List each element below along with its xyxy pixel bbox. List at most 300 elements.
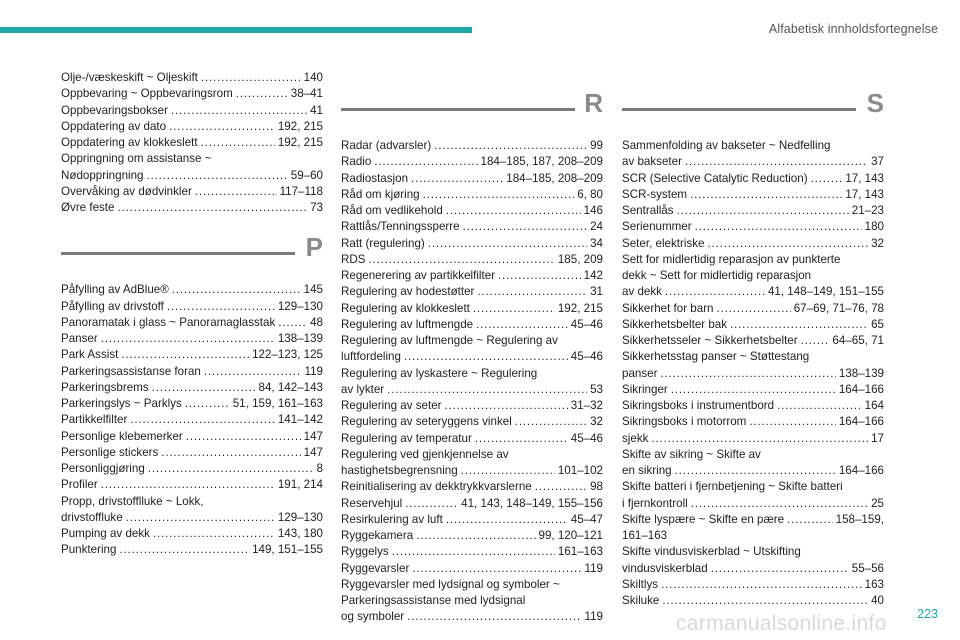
index-entry[interactable] [341,187,603,203]
index-entry[interactable] [622,349,884,382]
index-entry[interactable] [622,138,884,171]
index-entry[interactable] [61,380,323,396]
entry-pages: 140 [303,71,323,84]
entry-term: SCR (Selective Catalytic Reduction) [622,171,808,185]
index-entry[interactable] [61,412,323,428]
index-entry-line [341,544,603,560]
index-entry[interactable] [61,494,323,527]
dot-leader [717,301,791,317]
index-entry[interactable] [622,301,884,317]
index-entry[interactable] [61,103,323,119]
entry-pages: 138–139 [838,366,884,380]
index-entry-line [622,414,884,430]
entry-term: Panser [61,332,98,345]
dot-leader [374,154,477,170]
dot-leader [428,236,587,252]
index-entry[interactable] [622,203,884,219]
index-entry[interactable] [61,461,323,477]
entry-pages: 24 [590,220,603,234]
entry-term: Partikkelfilter [61,413,128,427]
index-entry-line [622,479,884,495]
dot-leader [445,398,568,414]
entry-term: Personliggjøring [61,462,145,475]
index-entry-line [341,561,603,577]
index-entry-line [341,479,603,495]
dot-leader [535,479,587,495]
dot-leader [660,366,835,382]
entry-pages: 119 [304,364,323,378]
index-column-1 [61,70,323,559]
entry-term: Skifte batteri i fjernbetjening ~ Skifte batteri [622,480,843,494]
dot-leader [777,398,862,414]
entry-pages: 129–130 [277,299,323,313]
index-entry-line [341,349,603,365]
entry-pages: 192, 215 [277,136,323,149]
index-entry-line [622,512,884,528]
entry-term: sjekk [622,431,649,445]
dot-leader [172,282,301,298]
entry-term: en sikring [622,464,672,477]
index-entry[interactable] [61,331,323,347]
index-entry-line [61,477,323,493]
dot-leader [661,577,862,593]
entry-term: luftfordeling [341,350,401,364]
index-entry[interactable] [622,187,884,203]
index-entry[interactable] [622,512,884,545]
index-entry[interactable] [341,268,603,284]
index-entry[interactable] [622,414,884,430]
entry-pages: 21–23 [851,204,884,217]
index-entry[interactable] [622,479,884,512]
entry-term: Panoramatak i glass ~ Panoramaglasstak [61,315,276,329]
index-entry-line [622,366,884,382]
entry-term: Ratt (regulering) [341,236,425,250]
entry-pages: 99, 120–121 [538,529,603,542]
index-entry-line [61,184,323,200]
index-entry-line [341,609,603,625]
section-letter: R [584,88,603,118]
index-entry-line [341,431,603,447]
dot-leader [695,219,862,235]
entry-pages: 41, 143, 148–149, 155–156 [461,496,603,510]
entry-pages: 184–185, 187, 208–209 [480,155,603,169]
index-entry-line [622,593,884,609]
entry-term: Ryggelys [341,545,389,559]
index-entry-line [622,398,884,414]
index-entry[interactable] [341,236,603,252]
index-entry[interactable] [341,512,603,528]
index-entry[interactable] [61,184,323,200]
index-entry[interactable] [341,252,603,268]
index-entry-line [341,593,603,609]
index-entry-line [61,396,323,412]
index-entry-line [622,171,884,187]
index-entry-line [61,299,323,315]
index-entry-line [341,463,603,479]
index-entry[interactable] [341,366,603,399]
entry-term: Radio [341,155,372,169]
dot-leader [169,119,275,135]
index-entry[interactable] [341,431,603,447]
entry-pages: 31 [590,285,603,299]
index-entry[interactable] [341,561,603,577]
index-entry-line [341,447,603,463]
page-number: 223 [917,607,938,621]
index-entry[interactable] [341,317,603,333]
dot-leader [186,429,301,445]
index-entry-line [61,380,323,396]
entry-term: Sikkerhet for barn [622,301,714,315]
entry-term: panser [622,366,658,380]
index-entry[interactable] [622,577,884,593]
dot-leader [101,331,275,347]
dot-leader [423,187,575,203]
index-entry[interactable] [61,282,323,298]
index-entry-line [61,103,323,119]
index-entry-line [61,510,323,526]
entry-term: 161–163 [622,529,668,542]
index-column-3 [622,88,884,609]
index-entry-line [622,382,884,398]
index-entry-line [61,86,323,102]
index-entry-line [622,187,884,203]
entry-term: av lykter [341,382,385,396]
entry-term: Skifte vindusviskerblad ~ Utskifting [622,545,801,559]
index-entry-line [341,154,603,170]
entry-pages: 6, 80 [577,187,603,201]
section-rule [61,252,295,255]
entry-term: Overvåking av dødvinkler [61,184,192,198]
index-entry-line [622,268,884,284]
dot-leader [126,510,275,526]
index-entry[interactable] [61,364,323,380]
index-entry-line [622,154,884,170]
entry-term: Seter, elektriske [622,236,705,250]
section-letter: P [305,232,323,263]
index-entry-line [341,171,603,187]
entry-pages: 32 [590,415,603,429]
entry-term: Oppringning om assistanse ~ [61,152,212,166]
index-entry[interactable] [622,317,884,333]
dot-leader [119,542,249,558]
index-entry[interactable] [61,396,323,412]
dot-leader [473,301,555,317]
entry-pages: 25 [871,496,884,510]
index-entry[interactable] [341,138,603,154]
entry-term: hastighetsbegrensning [341,464,458,477]
entry-pages: 73 [310,201,323,214]
entry-pages: 64–65, 71 [832,334,884,347]
entry-term: Påfylling av drivstoff [61,299,164,313]
dot-leader [407,609,581,625]
entry-pages: 184–185, 208–209 [506,171,603,185]
index-entry[interactable] [61,200,323,216]
index-entry-line [622,301,884,317]
index-entry-line [341,301,603,317]
entry-pages: 67–69, 71–76, 78 [793,301,884,315]
index-entry-line [622,528,884,544]
index-entry[interactable] [61,477,323,493]
entry-pages: 138–139 [277,332,323,345]
dot-leader [404,349,568,365]
entry-pages: 164 [864,399,884,412]
index-entry[interactable] [341,577,603,626]
entry-term: av bakseter [622,155,682,169]
index-entry[interactable] [61,70,323,86]
index-entry[interactable] [61,299,323,315]
index-entry[interactable] [622,447,884,480]
dot-leader [677,203,849,219]
entry-term: Råd om vedlikehold [341,204,443,217]
index-entry-line [61,151,323,167]
dot-leader [368,252,554,268]
dot-leader [121,347,249,363]
entry-pages: 192, 215 [557,301,603,315]
entry-term: Skiltlys [622,577,659,591]
index-entry[interactable] [341,284,603,300]
index-entry-line [622,333,884,349]
dot-leader [749,414,836,430]
entry-term: Oppbevaringsbokser [61,103,168,117]
index-entry[interactable] [622,171,884,187]
index-entry-line [61,135,323,151]
index-entry-line [341,528,603,544]
index-entry-line [622,252,884,268]
entry-term: Skifte lyspære ~ Skifte en pære [622,512,785,526]
entry-pages: 51, 159, 161–163 [232,397,323,410]
index-entry[interactable] [61,429,323,445]
index-entry[interactable] [341,398,603,414]
index-entry[interactable] [622,431,884,447]
index-entry-line [341,219,603,235]
entry-pages: 147 [303,445,323,459]
entry-term: Regulering ved gjenkjennelse av [341,447,509,461]
index-entry-line [341,236,603,252]
index-entry-line [341,333,603,349]
dot-leader [787,512,833,528]
index-entry-line [61,412,323,428]
entry-pages: 41 [310,103,323,117]
index-entry[interactable] [341,496,603,512]
index-entry-line [622,349,884,365]
page-header-title: Alfabetisk innholdsfortegnelse [768,22,938,36]
entry-pages: 45–46 [570,317,603,331]
index-column-2 [341,88,603,626]
index-entry[interactable] [61,526,323,542]
dot-leader [236,86,288,102]
entry-pages: 192, 215 [277,119,323,133]
entry-term: Ryggevarsler [341,561,410,575]
index-entry-line [341,414,603,430]
watermark: carmanualsonline.info [676,612,887,635]
index-entry-line [622,317,884,333]
index-entry[interactable] [61,119,323,135]
entry-pages: 119 [584,561,603,575]
dot-leader [416,528,535,544]
index-entry[interactable] [61,315,323,331]
index-entry-line [622,203,884,219]
index-entry-line [61,119,323,135]
entry-term: Regulering av luftmengde [341,317,474,331]
entry-term: RDS [341,252,366,266]
entry-term: Sentrallås [622,204,674,217]
index-entry-line [61,429,323,445]
dot-leader [412,561,581,577]
entry-term: Parkeringslys ~ Parklys [61,397,182,410]
section-rule [622,108,856,111]
entry-term: Oppbevaring ~ Oppbevaringsrom [61,87,233,101]
index-entry-line [61,200,323,216]
index-entry[interactable] [61,135,323,151]
entry-term: Profiler [61,478,98,492]
dot-leader [387,382,587,398]
index-entry-line [622,447,884,463]
index-entry-line [341,317,603,333]
index-entry-line [341,398,603,414]
dot-leader [707,236,868,252]
dot-leader [185,396,230,412]
index-entry-line [622,544,884,560]
entry-term: Sikringer [622,382,668,396]
index-entry[interactable] [341,447,603,480]
dot-leader [195,184,277,200]
entry-term: Resirkulering av luft [341,512,443,526]
dot-leader [515,414,587,430]
index-entry-line [61,315,323,331]
entry-pages: 180 [864,220,884,234]
header-accent-bar [0,27,472,33]
index-entry[interactable] [61,542,323,558]
dot-leader [651,431,868,447]
dot-leader [201,135,275,151]
dot-leader [446,512,568,528]
entry-pages: 191, 214 [277,478,323,492]
entry-term: Sikkerhetsstag panser ~ Støttestang [622,350,810,364]
dot-leader [665,284,765,300]
entry-term: vindusviskerblad [622,561,708,575]
index-entry-line [622,561,884,577]
entry-pages: 164–166 [838,415,884,429]
entry-term: Serienummer [622,220,692,234]
entry-term: Regulering av luftmengde ~ Regulering av [341,334,558,347]
index-entry[interactable] [341,544,603,560]
dot-leader [167,299,275,315]
index-entry[interactable] [341,333,603,366]
dot-leader [148,461,314,477]
entry-term: drivstoffluke [61,510,123,524]
dot-leader [147,168,288,184]
index-entry-line [341,268,603,284]
index-entry-line [341,366,603,382]
index-entry-line [61,364,323,380]
index-entry-line [61,494,323,510]
index-entry[interactable] [622,333,884,349]
index-entry-line [61,282,323,298]
entry-term: Radar (advarsler) [341,139,432,152]
entry-pages: 142 [583,269,603,282]
index-entry-line [61,445,323,461]
dot-leader [671,382,836,398]
index-entry[interactable] [61,86,323,102]
index-entry-line [341,284,603,300]
index-entry-line [341,512,603,528]
index-entry[interactable] [341,479,603,495]
entry-pages: 143, 180 [277,527,323,540]
index-entry[interactable] [341,219,603,235]
entry-pages: 101–102 [557,464,603,477]
index-entry[interactable] [622,382,884,398]
entry-pages: 41, 148–149, 151–155 [767,285,884,299]
dot-leader [811,171,843,187]
entry-pages: 99 [590,139,603,152]
index-entry[interactable] [341,301,603,317]
index-entry[interactable] [341,414,603,430]
entry-term: Nødoppringning [61,168,144,182]
dot-leader [730,317,868,333]
index-entry-line [61,331,323,347]
entry-term: Øvre feste [61,201,115,214]
index-entry-line [622,284,884,300]
entry-pages: 59–60 [290,168,323,182]
index-entry-line [622,219,884,235]
index-entry-line [61,168,323,184]
entry-pages: 185, 209 [557,252,603,266]
entry-term: Propp, drivstofflluke ~ Lokk, [61,494,204,508]
entry-term: Sikkerhetsbelter bak [622,317,728,331]
entry-pages: 32 [871,236,884,250]
dot-leader [691,496,868,512]
entry-pages: 37 [871,155,884,169]
index-entry[interactable] [341,203,603,219]
entry-term: Parkeringsassistanse med lydsignal [341,594,526,607]
index-entry[interactable] [622,236,884,252]
index-entry-line [61,526,323,542]
index-entry-line [61,347,323,363]
index-entry[interactable] [622,593,884,609]
dot-leader [446,203,581,219]
entry-term: Oppdatering av dato [61,119,167,133]
dot-leader [201,70,301,86]
index-entry[interactable] [341,171,603,187]
entry-term: Regenerering av partikkelfilter [341,269,496,282]
entry-term: Personlige stickers [61,445,159,459]
index-entry[interactable] [61,151,323,184]
index-entry[interactable] [341,154,603,170]
index-entry[interactable] [61,445,323,461]
index-entry[interactable] [61,347,323,363]
section-heading-p [61,232,323,276]
section-heading-s [622,88,884,132]
entry-term: Rattlås/Tenningssperre [341,220,460,234]
entry-pages: 38–41 [290,87,323,101]
dot-leader [461,463,555,479]
entry-term: Sikringsboks i motorrom [622,415,747,429]
entry-pages: 141–142 [277,413,323,427]
index-entry-line [61,461,323,477]
index-entry[interactable] [622,398,884,414]
index-entry[interactable] [622,219,884,235]
index-entry[interactable] [341,528,603,544]
index-entry[interactable] [622,252,884,301]
entry-term: Regulering av klokkeslett [341,301,470,315]
index-entry[interactable] [622,544,884,577]
entry-term: Parkeringsbrems [61,380,149,394]
dot-leader [690,187,842,203]
entry-pages: 158–159, [835,512,884,526]
dot-leader [405,496,458,512]
entry-term: Sett for midlertidig reparasjon av punkterte [622,252,841,266]
entry-pages: 122–123, 125 [252,348,323,362]
